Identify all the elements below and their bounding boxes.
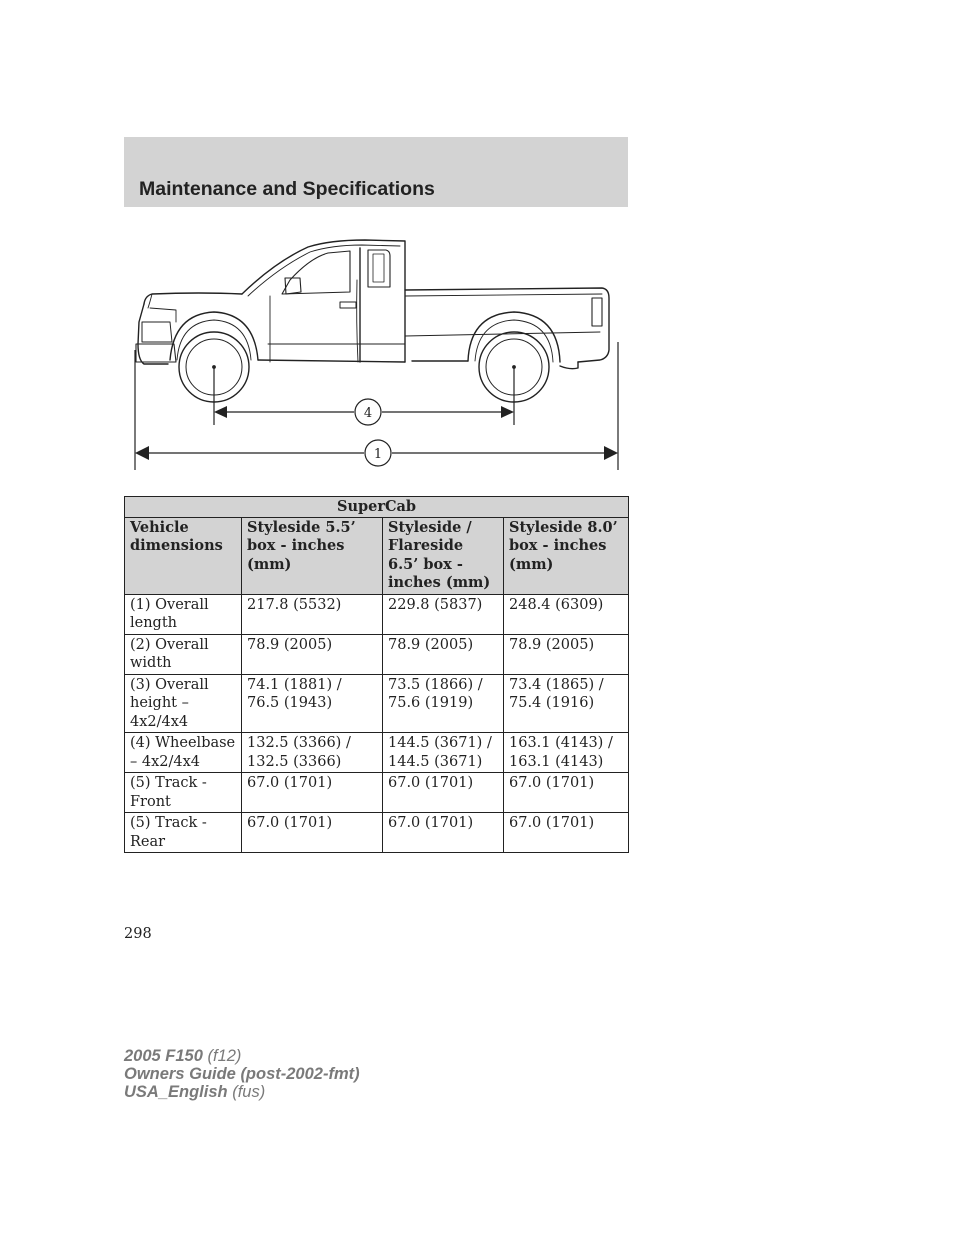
table-row bbox=[125, 773, 629, 813]
table-cell: (4) Wheelbase – 4x2/4x4 bbox=[125, 733, 242, 773]
table-cell: (5) Track - Rear bbox=[125, 813, 242, 853]
truck-side-view-diagram bbox=[130, 232, 625, 477]
footer-line-model bbox=[124, 1047, 360, 1065]
table-cell: 67.0 (1701) bbox=[383, 773, 504, 813]
footer-guide: Owners Guide (post-2002-fmt) bbox=[124, 1065, 360, 1083]
table-cell: 74.1 (1881) / 76.5 (1943) bbox=[242, 674, 383, 733]
column-header: Styleside 8.0’ box - inches (mm) bbox=[504, 517, 629, 594]
column-header: Styleside / Flareside 6.5’ box - inches (mm) bbox=[383, 517, 504, 594]
table-cell: 67.0 (1701) bbox=[504, 773, 629, 813]
wheelbase-callout-label: 4 bbox=[363, 406, 373, 421]
table-cell: 67.0 (1701) bbox=[383, 813, 504, 853]
footer-locale-code: (fus) bbox=[232, 1083, 266, 1101]
column-header: Styleside 5.5’ box - inches (mm) bbox=[242, 517, 383, 594]
wheelbase-callout bbox=[355, 399, 381, 425]
footer-model: 2005 F150 bbox=[124, 1047, 203, 1065]
section-header bbox=[124, 137, 628, 207]
table-cell: 217.8 (5532) bbox=[242, 594, 383, 634]
truck-illustration bbox=[130, 232, 625, 477]
overall-length-callout-label: 1 bbox=[373, 447, 383, 462]
table-cell: 67.0 (1701) bbox=[504, 813, 629, 853]
table-cell: 248.4 (6309) bbox=[504, 594, 629, 634]
footer-model-code: (f12) bbox=[207, 1047, 242, 1065]
overall-length-callout bbox=[365, 440, 391, 466]
section-title: Maintenance and Specifications bbox=[139, 178, 435, 200]
table-cell: (1) Overall length bbox=[125, 594, 242, 634]
footer-line-guide bbox=[124, 1065, 360, 1083]
table-cell: (3) Overall height – 4x2/4x4 bbox=[125, 674, 242, 733]
table-cell: 229.8 (5837) bbox=[383, 594, 504, 634]
table-row bbox=[125, 733, 629, 773]
table-cell: 132.5 (3366) / 132.5 (3366) bbox=[242, 733, 383, 773]
table-row bbox=[125, 674, 629, 733]
page-number: 298 bbox=[124, 926, 152, 942]
table-cell: 78.9 (2005) bbox=[242, 634, 383, 674]
table-row bbox=[125, 594, 629, 634]
footer-locale: USA_English bbox=[124, 1083, 228, 1101]
table-row bbox=[125, 634, 629, 674]
table-cell: 67.0 (1701) bbox=[242, 773, 383, 813]
table-cell: 163.1 (4143) / 163.1 (4143) bbox=[504, 733, 629, 773]
table-caption: SuperCab bbox=[125, 497, 629, 518]
table-cell: (5) Track - Front bbox=[125, 773, 242, 813]
document-footer bbox=[124, 1047, 360, 1101]
table-cell: 73.4 (1865) / 75.4 (1916) bbox=[504, 674, 629, 733]
column-header: Vehicle dimensions bbox=[125, 517, 242, 594]
table-row bbox=[125, 813, 629, 853]
table-cell: 78.9 (2005) bbox=[383, 634, 504, 674]
table-cell: 67.0 (1701) bbox=[242, 813, 383, 853]
table-cell: 73.5 (1866) / 75.6 (1919) bbox=[383, 674, 504, 733]
footer-line-locale bbox=[124, 1083, 360, 1101]
table-cell: 144.5 (3671) / 144.5 (3671) bbox=[383, 733, 504, 773]
table-cell: (2) Overall width bbox=[125, 634, 242, 674]
table-cell: 78.9 (2005) bbox=[504, 634, 629, 674]
supercab-dimensions-table bbox=[124, 496, 629, 853]
